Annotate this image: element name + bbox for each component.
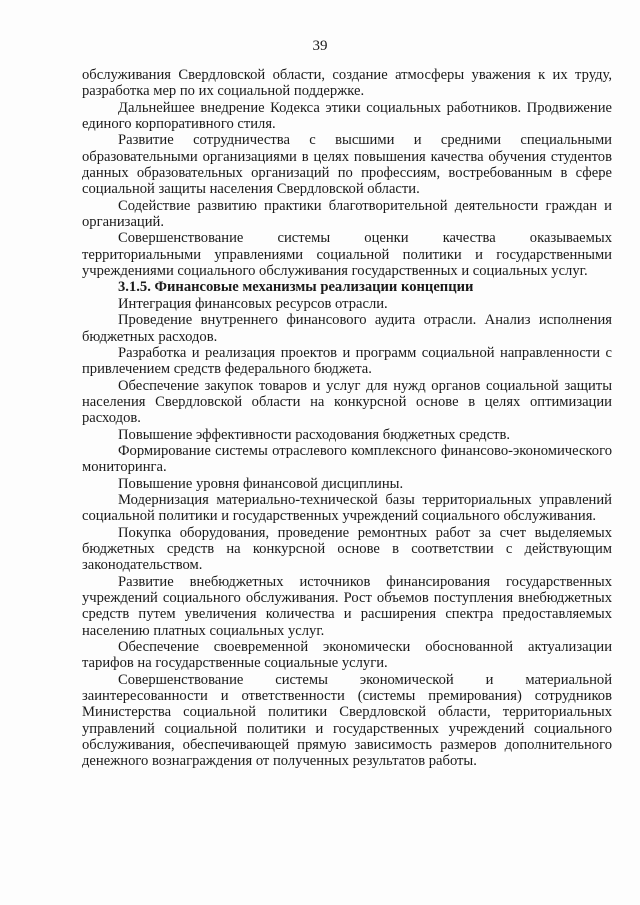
paragraph: Разработка и реализация проектов и программ социальной направленности с привлечением средств федерального бюджета. (82, 344, 612, 378)
paragraph: Модернизация материально-технической базы территориальных управлений социальной политики и государственных учреждений социального обслуживания. (82, 491, 612, 525)
page-number: 39 (312, 38, 328, 54)
section-heading: 3.1.5. Финансовые механизмы реализации концепции (118, 279, 474, 296)
paragraph: Совершенствование системы оценки качества оказываемых территориальными управлениями социальной политики и государственными учреждениями социального обслуживания государственных и социальных услуг. (82, 230, 612, 280)
paragraph: Формирование системы отраслевого комплексного финансово-экономического мониторинга. (82, 442, 612, 476)
paragraph: Обеспечение своевременной экономически обоснованной актуализации тарифов на государственные социальные услуги. (82, 639, 612, 672)
paragraph: Совершенствование системы экономической и материальной заинтересованности и ответственности (системы премирования) сотрудников Министерства социальной политики Свердловской области, территориальных управлений социальной политики и государственных учреждений социального обслуживания, обеспечивающей прямую зависимость размеров дополнительного денежного вознаграждения от полученных результатов работы. (82, 671, 612, 770)
paragraph: Обеспечение закупок товаров и услуг для нужд органов социальной защиты населения Свердловской области на конкурсной основе в целях оптимизации расходов. (82, 377, 612, 427)
paragraph: Проведение внутреннего финансового аудита отрасли. Анализ исполнения бюджетных расходов. (82, 312, 612, 345)
document-body (82, 67, 612, 770)
paragraph: Покупка оборудования, проведение ремонтных работ за счет выделяемых бюджетных средств на конкурсной основе в соответствии с действующим законодательством. (82, 524, 612, 574)
paragraph: Содействие развитию практики благотворительной деятельности граждан и организаций. (82, 197, 612, 231)
paragraph: Дальнейшее внедрение Кодекса этики социальных работников. Продвижение единого корпоративного стиля. (82, 99, 612, 133)
paragraph: Повышение уровня финансовой дисциплины. (118, 475, 404, 492)
paragraph: Развитие сотрудничества с высшими и средними специальными образовательными организациями в целях повышения качества обучения студентов данных образовательных организаций по профессиям, востребованным в сфере социальной защиты населения Свердловской области. (82, 132, 612, 198)
paragraph: Интеграция финансовых ресурсов отрасли. (118, 295, 388, 312)
paragraph: Повышение эффективности расходования бюджетных средств. (118, 426, 510, 443)
paragraph: обслуживания Свердловской области, создание атмосферы уважения к их труду, разработка мер по их социальной поддержке. (82, 67, 612, 100)
paragraph: Развитие внебюджетных источников финансирования государственных учреждений социального обслуживания. Рост объемов поступления внебюджетных средств путем увеличения количества и расширения спектра предоставляемых населению платных социальных услуг. (82, 573, 612, 639)
